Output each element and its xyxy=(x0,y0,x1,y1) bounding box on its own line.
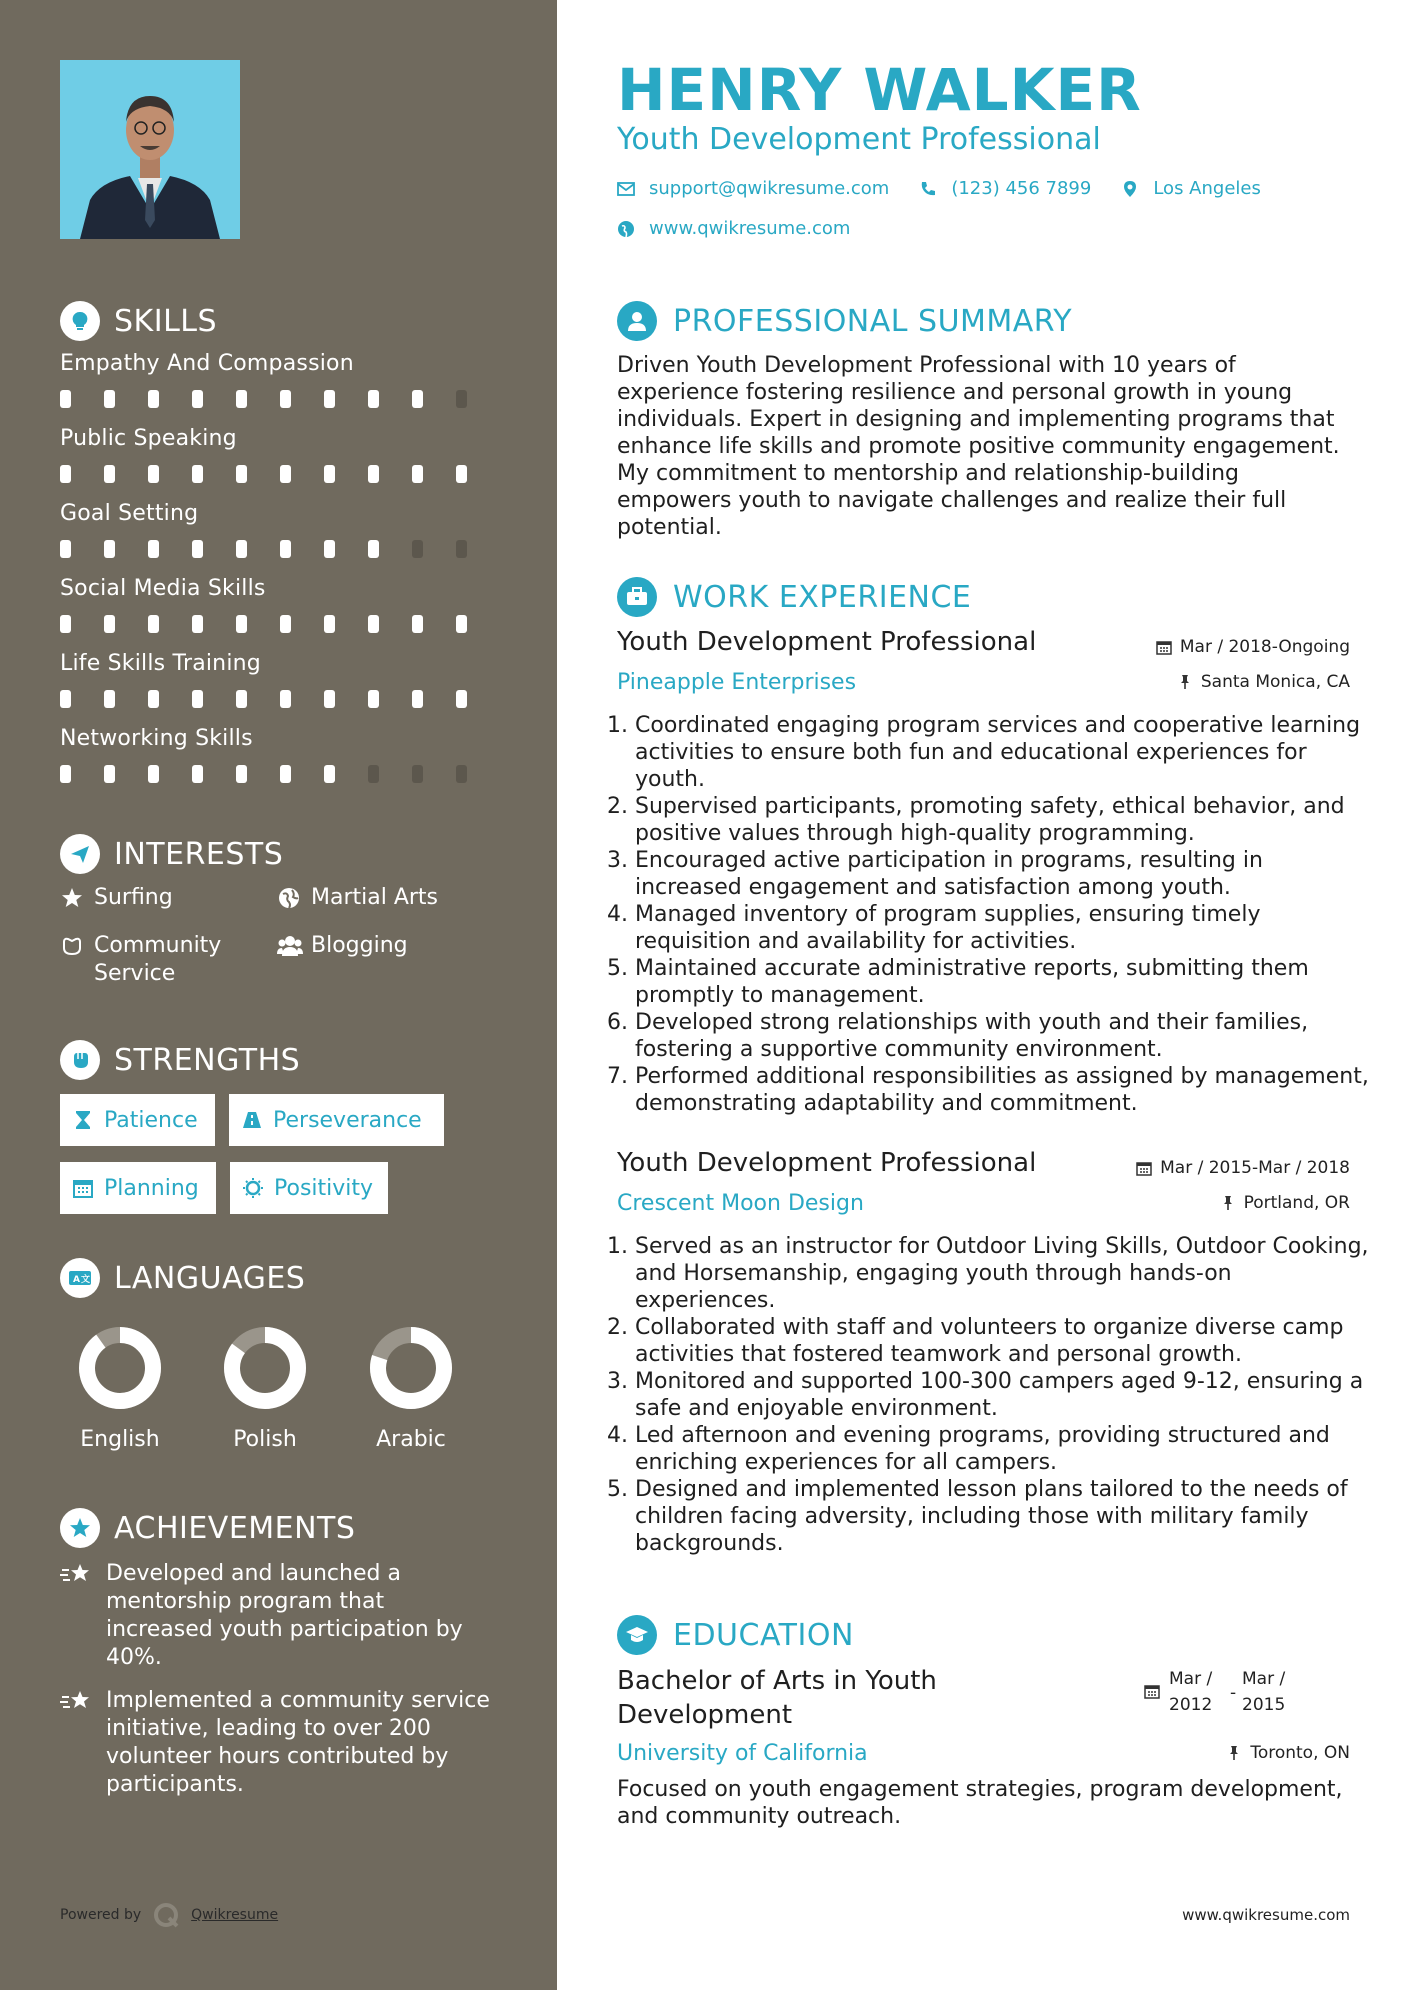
rating-dot xyxy=(412,765,423,783)
interest-item xyxy=(277,884,438,912)
rating-dot xyxy=(236,615,247,633)
strength-badge xyxy=(229,1094,444,1146)
rating-dot xyxy=(412,615,423,633)
skill-rating xyxy=(60,390,500,408)
rating-dot xyxy=(456,390,467,408)
skill-name: Empathy And Compassion xyxy=(60,351,354,376)
job-location-text: Santa Monica, CA xyxy=(1200,672,1350,692)
strength-label: Patience xyxy=(104,1107,198,1133)
contact-row xyxy=(617,178,1261,199)
paper-plane-icon xyxy=(60,834,100,874)
globe-icon xyxy=(617,220,635,238)
interest-label: Surfing xyxy=(94,885,173,910)
phone[interactable]: (123) 456 7899 xyxy=(951,178,1092,199)
rating-dot xyxy=(368,390,379,408)
job-duties xyxy=(617,712,1375,1117)
pushpin-icon xyxy=(1220,1195,1236,1211)
hands-icon xyxy=(60,934,84,958)
degree: Bachelor of Arts in Youth Development xyxy=(617,1666,937,1730)
language-donut xyxy=(368,1325,454,1411)
education-description: Focused on youth engagement strategies, program development, and community outreach. xyxy=(617,1777,1343,1829)
achievements-title: ACHIEVEMENTS xyxy=(114,1510,356,1546)
skill-rating xyxy=(60,615,500,633)
rating-dot xyxy=(236,765,247,783)
rating-dot xyxy=(280,615,291,633)
rating-dot xyxy=(192,765,203,783)
education-end: Mar / 2015 xyxy=(1242,1669,1286,1715)
graduation-icon xyxy=(617,1615,657,1655)
rating-dot xyxy=(60,540,71,558)
footer-url[interactable]: www.qwikresume.com xyxy=(1182,1906,1350,1924)
rating-dot xyxy=(236,690,247,708)
strengths-heading xyxy=(60,1040,300,1080)
rating-dot xyxy=(324,690,335,708)
duty-item: 7. Performed additional responsibilities as assigned by management, demonstrating adaptability and commitment. xyxy=(635,1063,1375,1117)
rating-dot xyxy=(104,540,115,558)
rating-dot xyxy=(280,465,291,483)
duty-item: 6. Developed strong relationships with youth and their families, fostering a supportive community environment. xyxy=(635,1009,1375,1063)
skill-name: Life Skills Training xyxy=(60,651,261,676)
summary-title: PROFESSIONAL SUMMARY xyxy=(673,303,1073,339)
achievement-item xyxy=(60,1687,490,1799)
skill-rating xyxy=(60,540,500,558)
experience-title: WORK EXPERIENCE xyxy=(673,579,972,615)
education-title: EDUCATION xyxy=(673,1617,854,1653)
language-name: Arabic xyxy=(376,1427,446,1452)
duty-item: 1. Served as an instructor for Outdoor Living Skills, Outdoor Cooking, and Horsemanship, engaging youth through hands-on experiences. xyxy=(635,1233,1375,1314)
hourglass-icon xyxy=(72,1109,94,1131)
user-icon xyxy=(617,301,657,341)
rating-dot xyxy=(456,615,467,633)
location: Los Angeles xyxy=(1153,178,1261,199)
rating-dot xyxy=(236,390,247,408)
rating-dot xyxy=(148,390,159,408)
date-separator: - xyxy=(1230,1683,1237,1703)
achievement-text: Implemented a community service initiative, leading to over 200 volunteer hours contributed by participants. xyxy=(106,1688,490,1797)
phone-icon xyxy=(919,180,937,198)
powered-by xyxy=(60,1900,278,1930)
job-dates-text: Mar / 2015-Mar / 2018 xyxy=(1160,1158,1350,1178)
interests-heading xyxy=(60,834,283,874)
trophy-star-icon xyxy=(60,1508,100,1548)
rating-dot xyxy=(412,540,423,558)
rating-dot xyxy=(60,765,71,783)
skills-title: SKILLS xyxy=(114,303,218,339)
rating-dot xyxy=(280,540,291,558)
skill-name: Social Media Skills xyxy=(60,576,266,601)
skill-rating xyxy=(60,465,500,483)
interests-title: INTERESTS xyxy=(114,836,284,872)
skills-heading xyxy=(60,301,217,341)
duty-item: 3. Encouraged active participation in programs, resulting in increased engagement and satisfaction among youth. xyxy=(635,847,1375,901)
sidebar xyxy=(0,0,557,1990)
pushpin-icon xyxy=(1226,1745,1242,1761)
job-duties xyxy=(617,1233,1375,1557)
calendar-icon xyxy=(1156,639,1172,655)
rating-dot xyxy=(148,765,159,783)
website[interactable]: www.qwikresume.com xyxy=(649,218,851,239)
job-location xyxy=(1220,1193,1350,1213)
email[interactable]: support@qwikresume.com xyxy=(649,178,890,199)
skill-item xyxy=(60,576,500,633)
rating-dot xyxy=(236,540,247,558)
languages-heading xyxy=(60,1258,305,1298)
rating-dot xyxy=(60,390,71,408)
rating-dot xyxy=(456,465,467,483)
duty-item: 4. Led afternoon and evening programs, providing structured and enriching experiences for all campers. xyxy=(635,1422,1375,1476)
rating-dot xyxy=(280,390,291,408)
rating-dot xyxy=(456,765,467,783)
rating-dot xyxy=(104,765,115,783)
qwikresume-logo-icon xyxy=(151,1900,181,1930)
strength-label: Planning xyxy=(104,1175,199,1201)
rating-dot xyxy=(60,465,71,483)
achievement-text: Developed and launched a mentorship program that increased youth participation by 40%. xyxy=(106,1561,463,1670)
duty-item: 5. Maintained accurate administrative reports, submitting them promptly to management. xyxy=(635,955,1375,1009)
duty-item: 4. Managed inventory of program supplies, ensuring timely requisition and availability for activities. xyxy=(635,901,1375,955)
website-row xyxy=(617,218,850,239)
job-dates xyxy=(1156,637,1350,657)
rating-dot xyxy=(324,390,335,408)
rating-dot xyxy=(60,615,71,633)
rating-dot xyxy=(148,615,159,633)
rating-dot xyxy=(104,390,115,408)
users-icon xyxy=(277,934,301,958)
job-dates xyxy=(1136,1158,1350,1178)
fist-icon xyxy=(60,1040,100,1080)
job-dates-text: Mar / 2018-Ongoing xyxy=(1179,637,1350,657)
powered-by-label: Powered by xyxy=(60,1907,142,1923)
interest-label: Community Service xyxy=(94,933,222,986)
rating-dot xyxy=(104,615,115,633)
rating-dot xyxy=(280,690,291,708)
star-icon xyxy=(60,886,84,910)
profile-photo xyxy=(60,60,240,239)
education-location-text: Toronto, ON xyxy=(1250,1743,1350,1763)
strength-badge xyxy=(230,1162,388,1214)
skill-rating xyxy=(60,690,500,708)
rating-dot xyxy=(368,765,379,783)
strength-badge xyxy=(60,1162,216,1214)
rating-dot xyxy=(324,765,335,783)
candidate-title: Youth Development Professional xyxy=(617,122,1101,157)
svg-text:A: A xyxy=(73,1275,80,1285)
strengths-title: STRENGTHS xyxy=(114,1042,301,1078)
languages-title: LANGUAGES xyxy=(114,1260,306,1296)
rating-dot xyxy=(324,540,335,558)
rating-dot xyxy=(280,765,291,783)
rating-dot xyxy=(456,540,467,558)
sun-icon xyxy=(242,1177,264,1199)
donut-fill xyxy=(87,1335,153,1401)
skill-name: Public Speaking xyxy=(60,426,237,451)
language-item xyxy=(351,1325,471,1452)
rating-dot xyxy=(324,615,335,633)
rating-dot xyxy=(148,465,159,483)
duty-item: 1. Coordinated engaging program services and cooperative learning activities to ensure both fun and educational experiences for youth. xyxy=(635,712,1375,793)
globe-icon xyxy=(277,886,301,910)
summary-text: Driven Youth Development Professional with 10 years of experience fostering resilience and personal growth in young individuals. Expert in designing and implementing programs that enhance life skills and promote positive community engagement. My commitment to mentorship and relationship-building empowers youth to navigate challenges and realize their full potential. xyxy=(617,353,1340,540)
duty-item: 5. Designed and implemented lesson plans tailored to the needs of children facing adversity, including those with military family backgrounds. xyxy=(635,1476,1375,1557)
rating-dot xyxy=(192,390,203,408)
shooting-star-icon xyxy=(60,1560,94,1588)
language-donut xyxy=(222,1325,308,1411)
language-item xyxy=(205,1325,325,1452)
job-location-text: Portland, OR xyxy=(1243,1193,1350,1213)
rating-dot xyxy=(456,690,467,708)
strength-label: Perseverance xyxy=(273,1107,422,1133)
skill-item xyxy=(60,501,500,558)
rating-dot xyxy=(368,540,379,558)
skill-item xyxy=(60,651,500,708)
rating-dot xyxy=(412,465,423,483)
skill-item xyxy=(60,351,500,408)
summary-heading xyxy=(617,301,1072,341)
calendar-icon xyxy=(1144,1683,1160,1699)
duty-item: 2. Collaborated with staff and volunteers to organize diverse camp activities that fostered teamwork and personal growth. xyxy=(635,1314,1375,1368)
interest-label: Martial Arts xyxy=(311,885,439,910)
rating-dot xyxy=(192,465,203,483)
interest-item xyxy=(60,932,240,988)
skill-name: Networking Skills xyxy=(60,726,253,751)
job-title: Youth Development Professional xyxy=(617,1148,1037,1178)
strength-badge xyxy=(60,1094,215,1146)
rating-dot xyxy=(192,615,203,633)
calendar-icon xyxy=(1136,1160,1152,1176)
pushpin-icon xyxy=(1177,674,1193,690)
job-title: Youth Development Professional xyxy=(617,627,1037,657)
language-item xyxy=(60,1325,180,1452)
job-location xyxy=(1177,672,1350,692)
rating-dot xyxy=(104,465,115,483)
envelope-icon xyxy=(617,180,635,198)
strength-label: Positivity xyxy=(274,1175,374,1201)
school-name: University of California xyxy=(617,1741,868,1766)
rating-dot xyxy=(104,690,115,708)
rating-dot xyxy=(148,690,159,708)
rating-dot xyxy=(192,690,203,708)
rating-dot xyxy=(324,465,335,483)
rating-dot xyxy=(192,540,203,558)
duty-item: 2. Supervised participants, promoting safety, ethical behavior, and positive values through high-quality programming. xyxy=(635,793,1375,847)
rating-dot xyxy=(412,390,423,408)
rating-dot xyxy=(368,690,379,708)
education-heading xyxy=(617,1615,854,1655)
main-content xyxy=(557,0,1407,1990)
duty-item: 3. Monitored and supported 100-300 campers aged 9-12, ensuring a safe and enjoyable environment. xyxy=(635,1368,1375,1422)
svg-text:文: 文 xyxy=(81,1275,91,1285)
calendar-icon xyxy=(72,1177,94,1199)
lightbulb-icon xyxy=(60,301,100,341)
skill-name: Goal Setting xyxy=(60,501,199,526)
language-name: English xyxy=(80,1427,160,1452)
rating-dot xyxy=(60,690,71,708)
rating-dot xyxy=(368,465,379,483)
qwikresume-link[interactable]: Qwikresume xyxy=(191,1907,279,1923)
shooting-star-icon xyxy=(60,1687,94,1715)
skill-item xyxy=(60,726,500,783)
rating-dot xyxy=(412,690,423,708)
rating-dot xyxy=(236,465,247,483)
skill-rating xyxy=(60,765,500,783)
interest-item xyxy=(60,884,173,912)
rating-dot xyxy=(148,540,159,558)
company-name: Pineapple Enterprises xyxy=(617,670,857,695)
education-start: Mar / 2012 xyxy=(1169,1669,1213,1715)
candidate-name: HENRY WALKER xyxy=(617,56,1142,124)
interest-label: Blogging xyxy=(311,933,408,958)
road-icon xyxy=(241,1109,263,1131)
education-location xyxy=(1226,1743,1350,1763)
skill-item xyxy=(60,426,500,483)
experience-heading xyxy=(617,577,971,617)
language-icon xyxy=(60,1258,100,1298)
briefcase-icon xyxy=(617,577,657,617)
language-donut xyxy=(77,1325,163,1411)
map-pin-icon xyxy=(1121,180,1139,198)
rating-dot xyxy=(368,615,379,633)
language-name: Polish xyxy=(233,1427,297,1452)
interest-item xyxy=(277,932,408,960)
achievement-item xyxy=(60,1560,490,1672)
achievements-heading xyxy=(60,1508,355,1548)
company-name: Crescent Moon Design xyxy=(617,1191,864,1216)
